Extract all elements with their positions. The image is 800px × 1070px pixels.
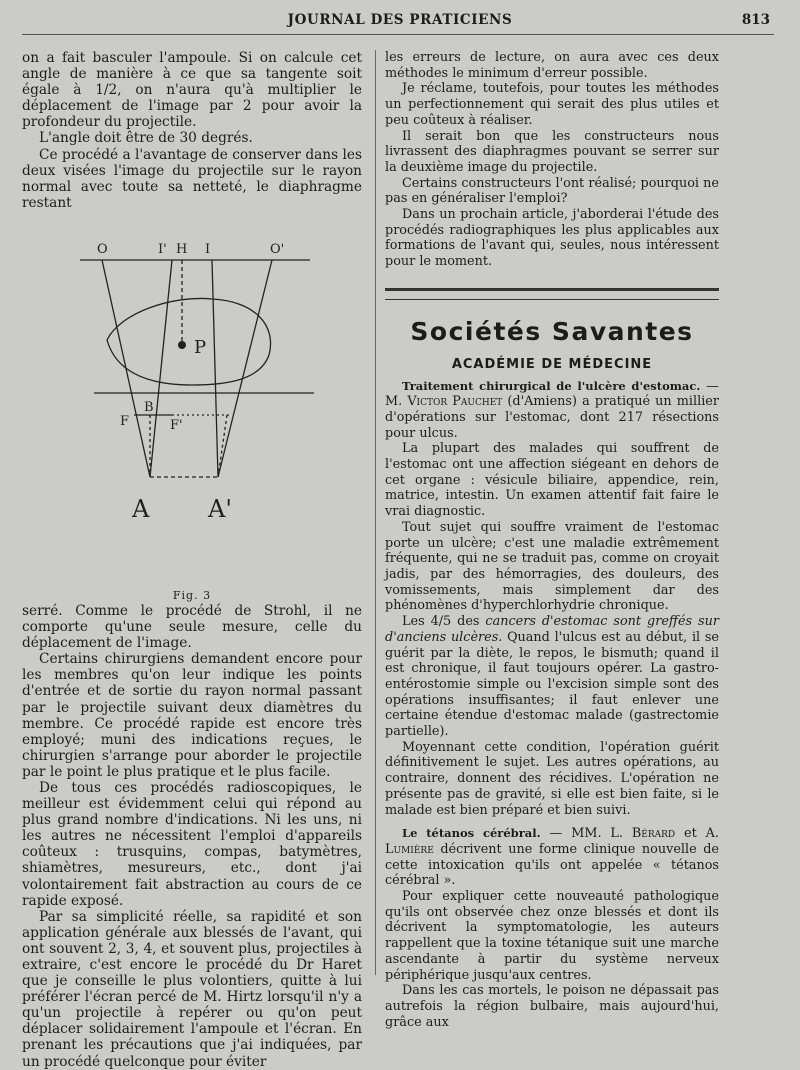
paragraph: De tous ces procédés radioscopiques, le meilleur est évidemment celui qui répond au plus grand nombre d'indications. Ni les uns, ni les autres ne nécessitent l'emploi d'appareils coûteux : trusquins, compas, batymètres, shiamètres, mesureurs, etc., dont j'ai volontairement fait abstraction au cours de ce rapide exposé. [22,779,362,909]
figure-diagram [22,215,362,603]
section-rule [385,288,719,300]
article-intro [385,379,719,442]
paragraph: Pour expliquer cette nouveauté pathologique qu'ils ont observée chez onze blessés et dont ils décrivent la symptomatologie, les auteurs rappellent que la toxine tétanique suit une marche ascendante à partir du système nerveux périphérique jusqu'aux centres. [385,889,719,983]
label-i-prime: I' [158,241,167,257]
paragraph: La plupart des malades qui souffrent de l'estomac ont une affection siégeant en dehors de cet organe : vésicule biliaire, appendice, rein, matrice, intestin. Un examen attentif fait faire le vrai diagnostic. [385,441,719,520]
label-a-prime: A' [208,494,232,523]
text: M. [385,394,408,410]
figure-3 [22,215,362,603]
subsection-title: ACADÉMIE DE MÉDECINE [451,356,653,372]
journal-title: JOURNAL DES PRATICIENS [287,12,513,28]
paragraph: Moyennant cette condition, l'opération guérit définitivement le sujet. Les autres opérations, au contraire, donnent des récidives. L'opération ne présente pas de gravité, si elle est bien faite, si le malade est bien préparé et bien suivi. [385,739,719,818]
label-f-prime: F' [170,417,183,433]
paragraph: Certains constructeurs l'ont réalisé; pourquoi ne pas en généraliser l'emploi? [385,175,719,207]
header-rule [22,34,774,35]
text: Les 4/5 des [402,614,486,630]
paragraph: Tout sujet qui souffre vraiment de l'estomac porte un ulcère; c'est une maladie extrêmement fréquente, qui ne se traduit pas, comme on croyait jadis, par des hémorragies, des douleurs, des vomissements, mais simplement dar des phénomènes d'hyperchlorhydrie chronique. [385,519,719,614]
ray-o2-a2 [212,260,218,477]
projectile-point [178,341,186,349]
text: (d'Amiens) a pratiqué un millier d'opérations sur l'estomac, dont 217 résections pour ulcus. [385,394,719,441]
text: décrivent une forme clinique nouvelle de cette intoxication qu'ils ont appelée « tétanos cérébral ». [385,841,719,889]
italic-text: cancers d'estomac sont greffés sur d'anciens ulcères [385,614,719,645]
label-o-prime: O' [270,241,285,257]
paragraph: Je réclame, toutefois, pour toutes les méthodes un perfectionnement qui serait des plus utiles et peu coûteux à réaliser. [385,81,719,128]
paragraph: Dans les cas mortels, le poison ne dépassait pas autrefois la région bulbaire, mais aujourd'hui, grâce aux [385,983,719,1030]
paragraph: serré. Comme le procédé de Strohl, il ne comporte qu'une seule mesure, celle du déplacement de l'image. [22,602,362,652]
text: et A. [675,826,719,842]
paragraph: les erreurs de lecture, on aura avec ces deux méthodes le minimum d'erreur possible. [385,50,719,81]
article-intro [385,826,719,889]
article-heading: Traitement chirurgical de l'ulcère d'estomac. [402,378,701,393]
paragraph: on a fait basculer l'ampoule. Si on calcule cet angle de manière à ce que sa tangente soit égale à 1/2, on n'aura qu'à multiplier le déplacement de l'image par 2 pour avoir la profondeur du projectile. [22,50,362,131]
text: MM. L. [571,826,632,842]
label-b: B [144,399,154,415]
paragraph: Dans un prochain article, j'aborderai l'étude des procédés radiographiques les plus applicables aux formations de l'avant qui, seules, nous intéressent pour le moment. [385,207,719,270]
dash: — [700,378,719,394]
left-column [22,50,362,1070]
ray-i2-a2 [218,260,272,477]
label-a: A [132,494,150,523]
paragraph: L'angle doit être de 30 degrés. [39,130,253,147]
column-divider [375,50,376,975]
paragraph [385,614,719,740]
right-column [385,50,719,1030]
diagram-outline-shape [107,298,271,385]
ray-i-a [150,260,172,477]
page-number: 813 [741,12,770,28]
paragraph: Certains chirurgiens demandent encore pour les membres qu'on leur indique les points d'entrée et de sortie du rayon normal passant par le projectile suivant deux diamètres du membre. Ce procédé rapide est encore très employé; muni des indications reçues, le chirurgien s'arrange pour aborder le projectile par le point le plus pratique et le plus facile. [22,651,362,780]
dash: — [540,826,572,842]
label-i: I [205,241,211,257]
label-o: O [97,241,108,257]
paragraph: Il serait bon que les constructeurs nous livrassent des diaphragmes pouvant se serrer sur la deuxième image du projectile. [385,128,719,175]
label-p: P [194,336,207,358]
author-name: Lumière [385,841,434,857]
ray-o-a [102,260,150,477]
page-header [0,0,800,36]
author-name: Bérard [631,826,676,842]
figure-caption: Fig. 3 [172,588,212,602]
label-h: H [176,241,188,257]
text: . Quand l'ulcus est au début, il se guérit par la diète, le repos, le bismuth; quand il est chronique, il faut toujours opérer. La gastro-entérostomie simple ou l'excision simple sont des opérations insuffisantes; il faut enlever une certaine étendue d'estomac malade (gastrectomie partielle). [385,629,719,740]
paragraph: Par sa simplicité réelle, sa rapidité et son application générale aux blessés de l'avant, qui ont souvent 2, 3, 4, et souvent plus, projectiles à extraire, c'est encore le procédé du Dr Haret que je conseille le plus volontiers, quitte à lui préférer l'écran percé de M. Hirtz lorsqu'il n'y a qu'un projectile à repérer ou qu'on peut déplacer solidairement l'ampoule et l'écran. En prenant les précautions que j'ai indiquées, par un procédé quelconque pour éviter [22,908,362,1070]
author-name: Victor Pauchet [407,394,503,410]
article-heading: Le tétanos cérébral. [402,826,541,841]
label-f: F [120,413,130,429]
paragraph: Ce procédé a l'avantage de conserver dans les deux visées l'image du projectile sur le rayon normal avec toute sa netteté, le diaphragme restant [22,146,362,211]
section-title: Sociétés Savantes [410,316,694,346]
